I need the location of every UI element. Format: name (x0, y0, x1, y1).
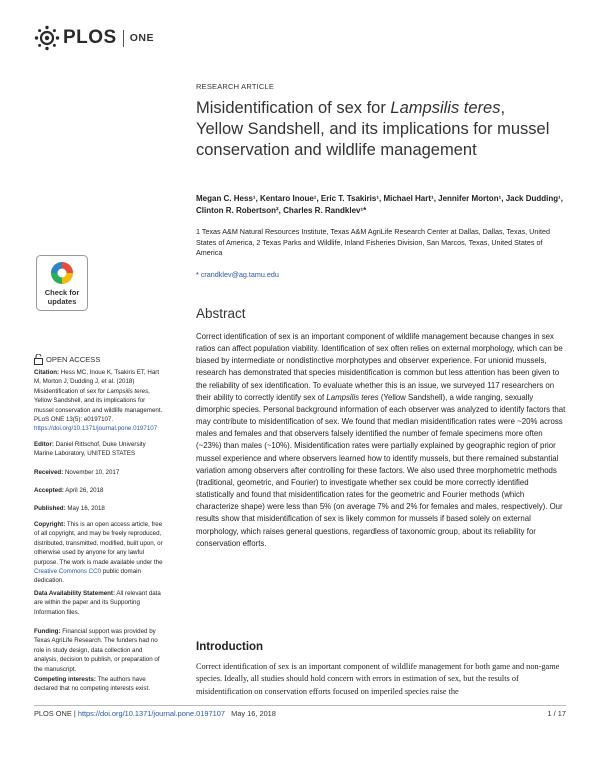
open-access-label: OPEN ACCESS (34, 354, 100, 365)
abstract-text: Correct identification of sex is an important component of wildlife management because changes in sex ratios can affect population viability. Identification of sex often relies on external morphology, which can be biased by intermediate or nondistinctive morphotypes and observer experience. For unionid mussels, research has demonstrated that species misidentification is common but less attention has been given to the reliability of sex identification. To evaluate whether this is an issue, we surveyed 117 researchers on their ability to correctly identify sex of Lampsilis teres (Yellow Sandshell), a wide ranging, sexually dimorphic species. Personal background information of each observer was analyzed to identify factors that may contribute to misidentification of sex. We found that median misidentification rates were ~20% across males and females and that observers falsely identified the number of female specimens more often (~23%) than males (~10%). Misidentification rates were partially explained by geographic region of prior mussel experience and where observers learned how to identify mussels, but there remained substantial variation among observers after controlling for these factors. We also used three morphometric methods (traditional, geometric, and Fourier) to investigate whether sex could be more correctly identified statistically and found that misidentification rates for the geometric and Fourier methods (which characterize shape) were less than 5% (on average 7% and 2% for females and males, respectively). Our results show that misidentification of sex is likely common for mussels if based solely on external morphology, which raises general questions, regardless of taxonomic group, about its reliability for conservation efforts. (196, 332, 566, 548)
footer-journal: PLOS ONE (34, 709, 72, 718)
competing-interests-block: Competing interests: The authors have declared that no competing interests exist. (34, 676, 150, 693)
published-date: Published: May 16, 2018 (34, 505, 105, 512)
plos-sunburst-icon (34, 25, 60, 51)
title-species: Lampsilis teres (390, 99, 501, 117)
footer-divider (34, 705, 566, 706)
abstract-species: Lampsilis teres (326, 392, 379, 402)
editor-block: Editor: Daniel Rittschof, Duke University Marine Laboratory, UNITED STATES (34, 441, 146, 458)
citation-doi-link[interactable]: https://doi.org/10.1371/journal.pone.0197107 (34, 425, 158, 433)
author-list: Megan C. Hess¹, Kentaro Inoue¹, Eric T. Tsakiris¹, Michael Hart¹, Jennifer Morton¹, Jack Dudding¹, Clinton R. Robertson², Charles R. Randklev¹* (196, 194, 564, 215)
article-title: Misidentification of sex for Lampsilis teres, Yellow Sandshell, and its implications for mussel conservation and wildlife management (196, 99, 550, 159)
plos-one-logo[interactable] (34, 26, 154, 50)
email-link[interactable]: crandklev@ag.tamu.edu (200, 270, 279, 279)
corresponding-email[interactable]: * crandklev@ag.tamu.edu (196, 270, 279, 279)
logo-text: PLOS (63, 27, 117, 48)
page-number: 1 / 17 (547, 709, 566, 718)
check-line-2: updates (47, 297, 77, 306)
footer-doi-link[interactable]: https://doi.org/10.1371/journal.pone.0197107 (77, 709, 225, 718)
accepted-date: Accepted: April 26, 2018 (34, 487, 104, 494)
cc0-link[interactable]: Creative Commons CC0 (34, 568, 102, 576)
introduction-text: Correct identification of sex is an important component of wildlife management for both game and non-game species. Ideally, all studies should hold concern with errors in estimation of sex, but the results of misidentification on conservation efforts focused on imperiled species raise the (196, 662, 560, 696)
affiliations: 1 Texas A&M Natural Resources Institute, Texas A&M AgriLife Research Center at Dallas, Dallas, Texas, United States of America, 2 Texas Parks and Wildlife, Inland Fisheries Division, San Marcos, Texas, United States of America (196, 227, 550, 257)
footer-date: May 16, 2018 (231, 709, 276, 718)
open-lock-icon (34, 354, 43, 365)
citation-block: Citation: Hess MC, Inoue K, Tsakiris ET, Hart M, Morton J, Dudding J, et al. (2018) Misidentification of sex for Lampsilis teres, Yellow Sandshell, and its implications for mussel conservation and wildlife management. PLoS ONE 13(5): e0197107. https://doi.org/10.1371/journal.pone.0197107 (34, 369, 163, 433)
abstract-heading: Abstract (196, 306, 246, 321)
check-line-1: Check for (44, 288, 80, 297)
copyright-block: Copyright: This is an open access article, free of all copyright, and may be freely reproduced, distributed, transmitted, modified, built upon, or otherwise used by anyone for any lawful purpose. The work is made available under the Creative Commons CC0 public domain dedication. (34, 521, 163, 585)
check-for-updates-badge[interactable] (36, 255, 88, 311)
funding-block: Funding: Financial support was provided by Texas AgriLife Research. The funders had no role in study design, data collection and analysis, decision to publish, or preparation of the manuscript. (34, 628, 160, 673)
received-date: Received: November 10, 2017 (34, 469, 120, 476)
logo-divider (123, 30, 124, 47)
introduction-heading: Introduction (196, 641, 264, 653)
page-footer: PLOS ONE | https://doi.org/10.1371/journal.pone.0197107 May 16, 2018 1 / 17 (34, 709, 566, 718)
data-availability-block: Data Availability Statement: All relevant data are within the paper and its Supporting Information files. (34, 590, 161, 616)
journal-name: ONE (129, 32, 154, 44)
check-updates-icon (36, 255, 88, 311)
article-type: RESEARCH ARTICLE (196, 82, 275, 91)
